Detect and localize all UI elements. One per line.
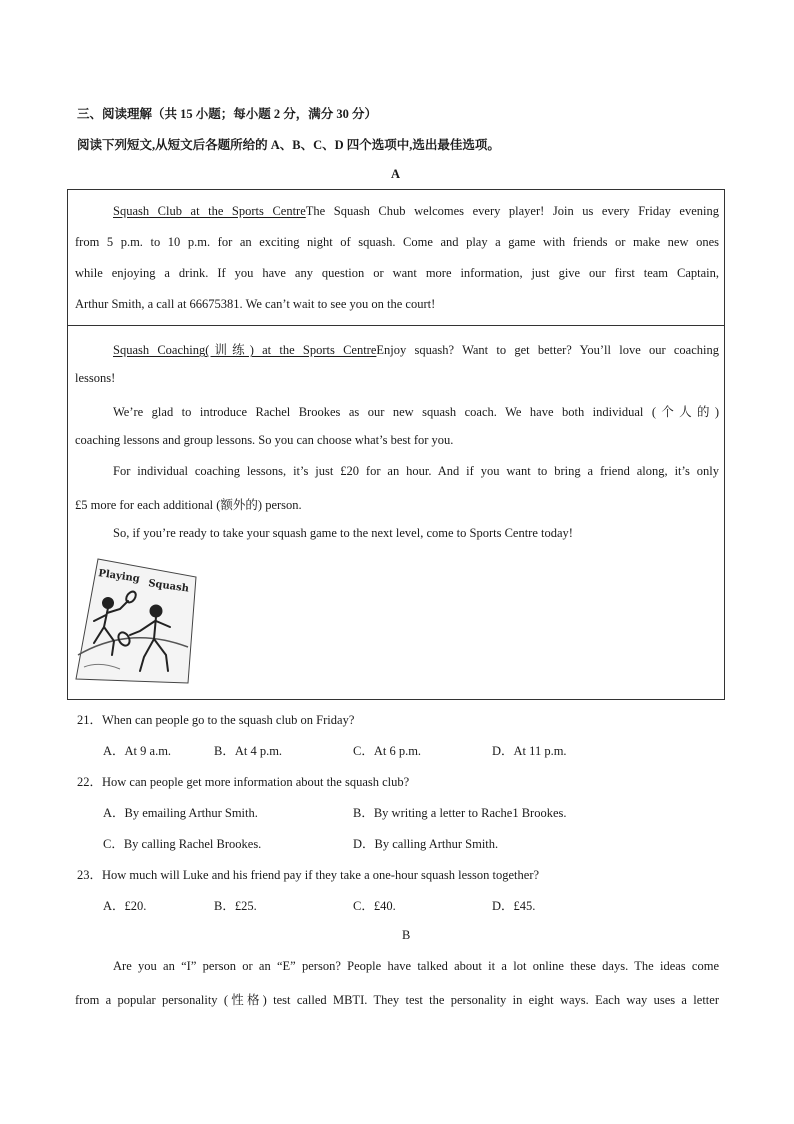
coaching-heading: Squash Coaching(训练) at the Sports Centre [113, 343, 377, 357]
club-line-3: while enjoying a drink. If you have any question or want more information, just give our first team Captain, [75, 266, 719, 280]
question-23-option-c[interactable]: C．£40. [353, 899, 396, 913]
club-heading: Squash Club at the Sports Centre [113, 204, 306, 218]
coaching-line-6: £5 more for each additional (额外的) person. [75, 498, 302, 512]
section-instruction: 阅读下列短文,从短文后各题所给的 A、B、C、D 四个选项中,选出最佳选项。 [77, 138, 500, 152]
coaching-line-2: lessons! [75, 371, 116, 385]
coaching-line-1: Squash Coaching(训练) at the Sports CentreEnjoy squash? Want to get better? You’ll love our coaching [113, 343, 719, 357]
illustration-caption-squash: Squash [147, 578, 190, 595]
illustration-caption-playing: Playing [97, 568, 141, 585]
coaching-line-3: We’re glad to introduce Rachel Brookes as our new squash coach. We have both individual (个人的) [113, 405, 719, 419]
club-line-4: Arthur Smith, a call at 66675381. We can’t wait to see you on the court! [75, 297, 436, 311]
question-23-option-d[interactable]: D．£45. [492, 899, 536, 913]
passage-b-label: B [402, 928, 411, 942]
question-21-option-a[interactable]: A．At 9 a.m. [103, 744, 172, 758]
question-21-option-d[interactable]: D．At 11 p.m. [492, 744, 567, 758]
question-22-option-c[interactable]: C．By calling Rachel Brookes. [103, 837, 262, 851]
question-22-option-a[interactable]: A．By emailing Arthur Smith. [103, 806, 258, 820]
question-21-stem: 21．When can people go to the squash club on Friday? [77, 713, 355, 727]
question-23-option-b[interactable]: B．£25. [214, 899, 257, 913]
passage-b-line-2: from a popular personality (性格) test called MBTI. They test the personality in eight ways. Each way uses a letter [75, 993, 719, 1007]
passage-b-line-1: Are you an “I” person or an “E” person? People have talked about it a lot online these days. The ideas come [113, 959, 719, 973]
coaching-line-7: So, if you’re ready to take your squash game to the next level, come to Sports Centre today! [113, 526, 573, 540]
question-23-option-a[interactable]: A．£20. [103, 899, 147, 913]
club-line-1: Squash Club at the Sports CentreThe Squash Chub welcomes every player! Join us every Friday evening [113, 204, 719, 218]
question-21-option-b[interactable]: B．At 4 p.m. [214, 744, 283, 758]
question-22-stem: 22．How can people get more information about the squash club? [77, 775, 410, 789]
passage-a-label: A [391, 167, 401, 181]
club-line-2: from 5 p.m. to 10 p.m. for an exciting night of squash. Come and play a game with friends or make new ones [75, 235, 719, 249]
coaching-line-4: coaching lessons and group lessons. So you can choose what’s best for you. [75, 433, 454, 447]
question-22-option-d[interactable]: D．By calling Arthur Smith. [353, 837, 499, 851]
question-21-option-c[interactable]: C．At 6 p.m. [353, 744, 422, 758]
squash-players-illustration [70, 555, 200, 690]
section-title: 三、阅读理解（共 15 小题；每小题 2 分，满分 30 分） [77, 107, 378, 121]
coaching-line-5: For individual coaching lessons, it’s just £20 for an hour. And if you want to bring a friend along, it’s only [113, 464, 719, 478]
question-22-option-b[interactable]: B．By writing a letter to Rache1 Brookes. [353, 806, 567, 820]
question-23-stem: 23．How much will Luke and his friend pay if they take a one-hour squash lesson together? [77, 868, 540, 882]
